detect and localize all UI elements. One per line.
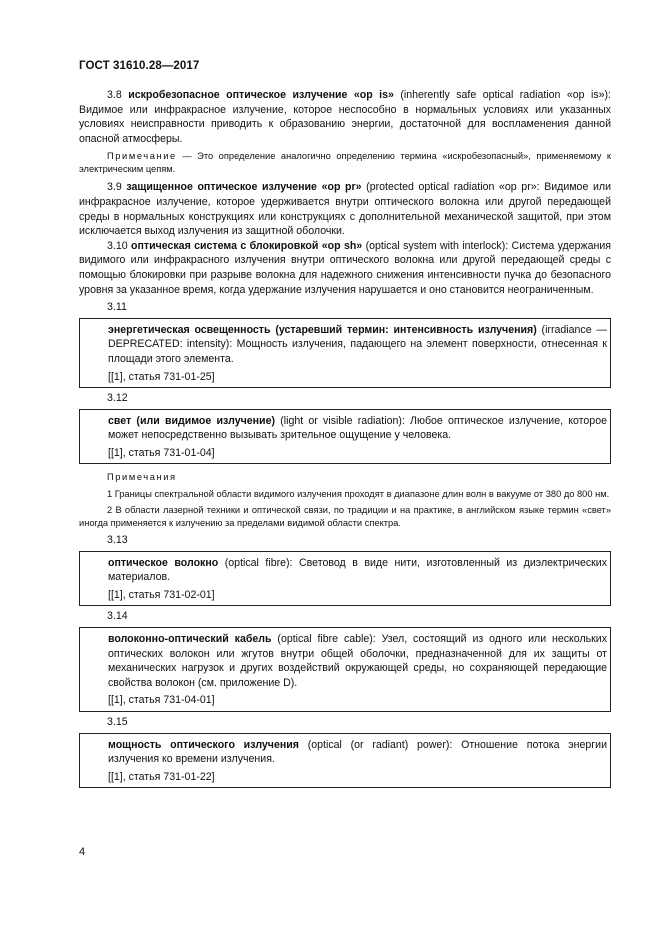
term: волоконно-оптический кабель [108, 633, 272, 646]
term-definition [108, 323, 607, 367]
clause-number: 3.8 [107, 89, 122, 101]
definition: (optical fibre cable): Узел, состоящий из одного или нескольких оптических волокон или жгутов внутри общей оболочки, предназначенной для их защиты от механических нагрузок и других воздействий окружающей среды, но сохраняющей передающие свойства волокон (см. приложение D). [108, 633, 608, 689]
term: оптическое волокно [108, 556, 219, 569]
definition: (irradiance — DEPRECATED: intensity): Мощность излучения, падающего на элемент поверхности, отнесенная к площади этого элемента. [108, 323, 608, 365]
term: свет (или видимое излучение) [108, 414, 275, 427]
term-box-3-15 [79, 733, 611, 789]
term-box-3-11 [79, 318, 611, 388]
note-label: Примечание [107, 151, 177, 162]
source-reference: [[1], статья 731-02-01] [108, 588, 215, 601]
term: искробезопасное оптическое излучение «op is» [128, 89, 394, 101]
clause-number: 3.10 [107, 239, 128, 252]
clause-number-3-14: 3.14 [107, 610, 128, 623]
source-reference: [[1], статья 731-01-22] [108, 770, 215, 783]
term-definition [108, 632, 607, 690]
definition: (inherently safe optical radiation «op is»): Видимое или инфракрасное излучение, которое неспособно в нормальных условиях или указанных условиях неисправности приводить к образованию энергии, достаточной для воспламенения данной опасной атмосферы. [79, 89, 611, 145]
term-box-3-13 [79, 551, 611, 607]
note-3-8 [79, 150, 611, 176]
term: энергетическая освещенность (устаревший термин: интенсивность излучения) [108, 323, 537, 336]
definition: (light or visible radiation): Любое оптическое излучение, которое может непосредственно вызывать зрительное ощущение у человека. [108, 414, 607, 442]
page-number: 4 [79, 846, 86, 858]
term-definition [108, 556, 607, 585]
clause-3-8 [79, 88, 611, 146]
clause-number-3-15: 3.15 [107, 716, 128, 728]
clause-number-3-11: 3.11 [107, 301, 127, 314]
notes-heading: Примечания [107, 472, 177, 483]
source-reference: [[1], статья 731-01-25] [108, 370, 215, 383]
term: оптическая система с блокировкой «op sh» [131, 239, 363, 252]
term: мощность оптического излучения [108, 738, 299, 751]
definition: (optical system with interlock): Система удержания видимого или инфракрасного излучения внутри оптического волокна или другой передающей среды с помощью блокировки при разрыве волокна для надежного снижения интенсивности пучка до безопасного уровня за указанное время, когда удержание излучения нарушается и оно становится неограниченным. [79, 239, 611, 296]
source-reference: [[1], статья 731-04-01] [108, 694, 215, 707]
definition: (optical (or radiant) power): Отношение потока энергии излучения ко времени излучения. [108, 738, 608, 766]
term: защищенное оптическое излучение «op pr» [126, 181, 362, 194]
term-box-3-12 [79, 409, 611, 465]
note-text: — Это определение аналогично определению термина «искробезопасный», применяемому к электрическим цепям. [79, 151, 611, 175]
clause-3-10 [79, 239, 611, 297]
clause-number: 3.9 [107, 181, 122, 194]
note-item-1: 1 Границы спектральной области видимого излучения проходят в диапазоне длин волн в вакууме от 380 до 800 нм. [107, 489, 610, 500]
page-content [79, 88, 611, 791]
clause-number-3-13: 3.13 [107, 534, 128, 547]
clause-3-9 [79, 180, 611, 238]
note-item-2: 2 В области лазерной техники и оптической связи, по традиции и на практике, в английском языке термин «свет» иногда применяется к излучению за пределами видимой области спектра. [79, 505, 611, 529]
definition: (optical fibre): Световод в виде нити, изготовленный из диэлектрических материалов. [108, 556, 608, 584]
term-definition [108, 738, 607, 767]
definition: (protected optical radiation «op pr»: Видимое или инфракрасное излучение, которое удерживается внутри оптического волокна или другой передающей среды в нормальных конструкциях или конструкциях с дополнительной механической защитой, при этом исключается выход излучения из защитной оболочки. [79, 181, 611, 238]
source-reference: [[1], статья 731-01-04] [108, 446, 215, 459]
term-box-3-14 [79, 627, 611, 712]
clause-number-3-12: 3.12 [107, 392, 128, 405]
standard-header: ГОСТ 31610.28—2017 [79, 60, 200, 72]
term-definition [108, 414, 607, 443]
